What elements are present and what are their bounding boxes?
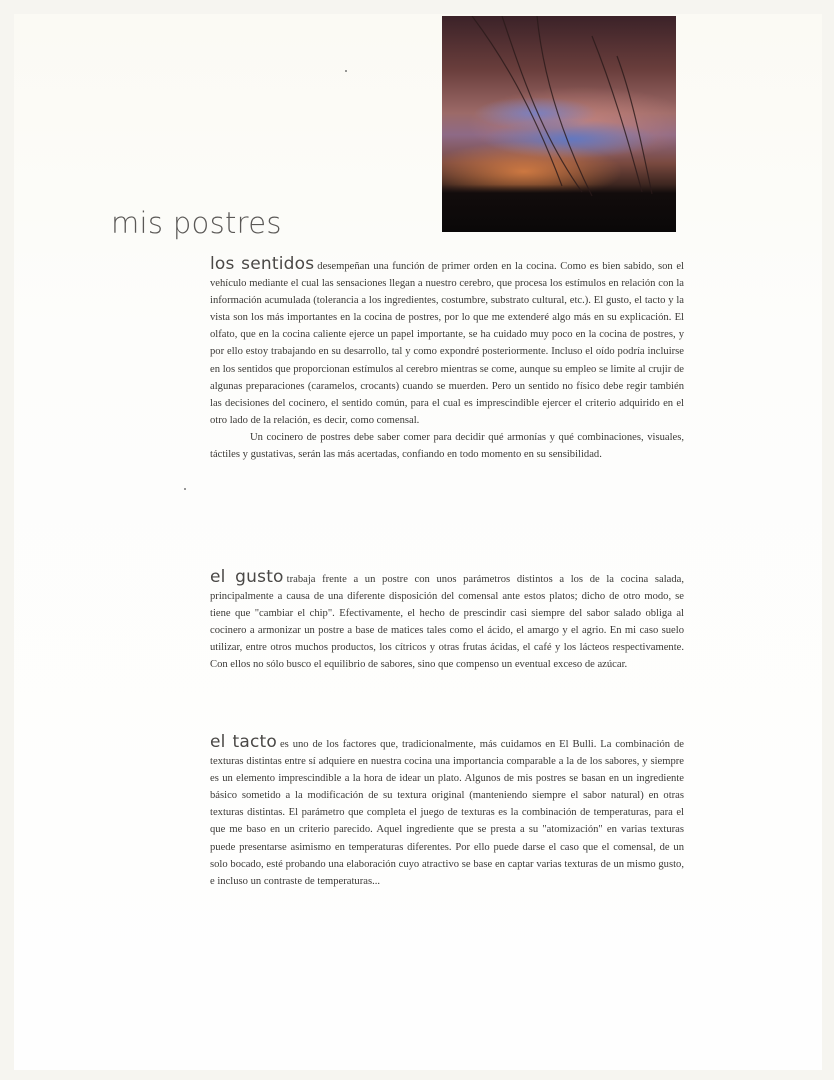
document-page <box>14 14 822 1070</box>
section-el-tacto <box>210 734 684 890</box>
section-los-sentidos <box>210 256 684 463</box>
section-text: es uno de los factores que, tradicionalmente, más cuidamos en El Bulli. La combinación de texturas distintas entre sí adquiere en nuestra cocina una importancia comparable a la de los sabores, y siempre es un elemento imprescindible a la hora de idear un plato. Algunos de mis postres se basan en un ingrediente básico sometido a la modificación de su textura original (manteniendo siempre el sabor natural) en otras texturas distintas. El parámetro que completa el juego de texturas es la combinación de temperaturas, para el que me baso en un criterio parecido. Aquel ingrediente que se presta a su "atomización" en varias texturas puede presentarse asimismo en temperaturas diferentes. Por ello puede darse el caso que el comensal, de un solo bocado, esté probando una elaboración cuyo atractivo se base en captar varias texturas de un mismo gusto, e incluso un contraste de temperaturas... <box>210 739 684 887</box>
section-text: desempeñan una función de primer orden en la cocina. Como es bien sabido, son el vehículo mediante el cual las sensaciones llegan a nuestro cerebro, que procesa los estímulos en relación con la información acumulada (tolerancia a los ingredientes, costumbre, substrato cultural, etc.). El gusto, el tacto y la vista son los más importantes en la cocina de postres, por lo que me extenderé algo más en su explicación. El olfato, que en la cocina caliente ejerce un papel importante, se ha cuidado muy poco en la cocina de postres, y por ello estoy trabajando en su desarrollo, tal y como expondré posteriormente. Incluso el oído podría incluirse en los sentidos que proporcionan estímulos al cerebro mientras se come, aunque su empleo se limite al crujir de algunas preparaciones (caramelos, crocants) cuando se muerden. Pero un sentido no físico debe regir también las decisiones del cocinero, el sentido común, para el cual es imprescindible ejercer el criterio adquirido en el otro lado de la relación, es decir, como comensal. <box>210 261 684 426</box>
scan-speck <box>345 70 347 72</box>
section-heading: los sentidos <box>210 254 315 274</box>
sunset-photo <box>442 16 676 232</box>
section-heading: el gusto <box>210 567 284 587</box>
section-paragraph <box>210 569 684 674</box>
section-el-gusto <box>210 569 684 674</box>
section-heading: el tacto <box>210 732 277 752</box>
section-text: trabaja frente a un postre con unos parámetros distintos a los de la cocina salada, principalmente a causa de una diferente disposición del comensal ante estos platos; dicho de otro modo, se tiene que "cambiar el chip". Efectivamente, el hecho de prescindir casi siempre del sabor salado obliga al cocinero a armonizar un postre a base de matices tales como el ácido, el amargo y el agrio. En mi caso suelo utilizar, entre otros muchos productos, los cítricos y otras frutas ácidas, el café y los lácteos respectivamente. Con ellos no sólo busco el equilibrio de sabores, sino que compenso un eventual exceso de azúcar. <box>210 574 684 671</box>
scan-speck <box>184 488 186 490</box>
section-paragraph <box>210 734 684 890</box>
page-title: mis postres <box>111 206 282 240</box>
section-paragraph <box>210 256 684 429</box>
grass-stalks-graphic <box>442 16 676 232</box>
section-paragraph: Un cocinero de postres debe saber comer para decidir qué armonías y qué combinaciones, visuales, táctiles y gustativas, serán las más acertadas, confiando en todo momento en su sensibilidad. <box>210 431 684 461</box>
